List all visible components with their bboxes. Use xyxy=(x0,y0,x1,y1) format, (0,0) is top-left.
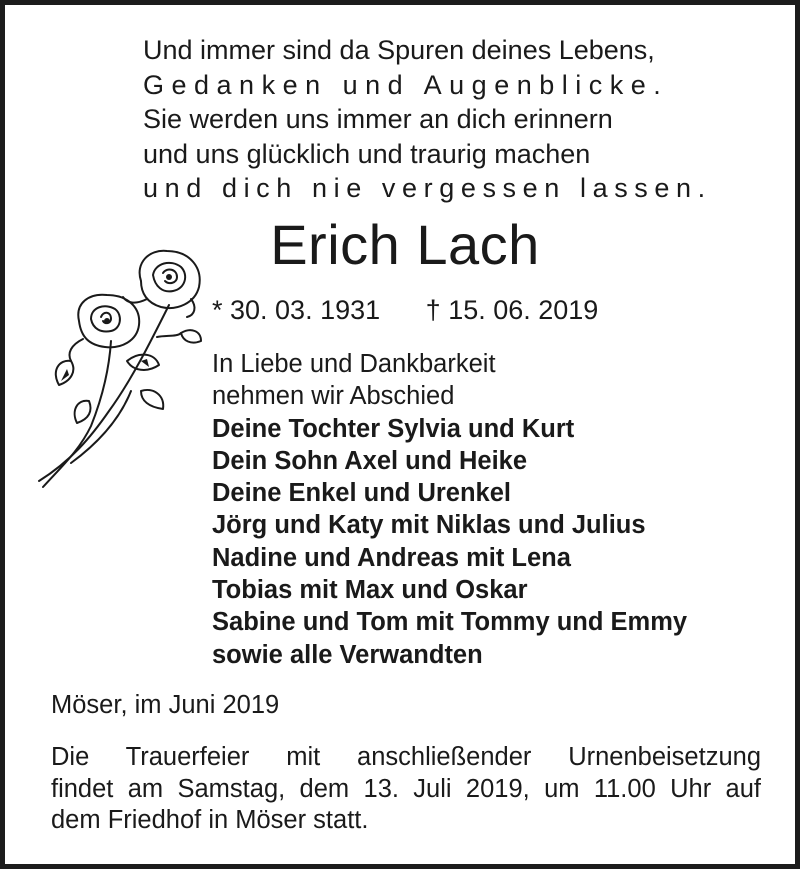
poem-line: und uns glücklich und traurig machen xyxy=(143,138,591,169)
farewell-intro-line: In Liebe und Dankbarkeit xyxy=(212,350,496,378)
family-list xyxy=(212,348,687,671)
death-date: † 15. 06. 2019 xyxy=(425,295,599,325)
ceremony-line: Die Trauerfeier mit anschließender Urnenbeisetzung xyxy=(51,743,761,771)
deceased-name: Erich Lach xyxy=(270,213,540,276)
ceremony-line: findet am Samstag, dem 13. Juli 2019, um 11.00 Uhr auf xyxy=(51,774,761,803)
farewell-intro-line: nehmen wir Abschied xyxy=(212,382,455,411)
poem-line: Sie werden uns immer an dich erinnern xyxy=(143,104,613,134)
place-date: Möser, im Juni 2019 xyxy=(51,691,280,719)
life-dates xyxy=(212,293,598,327)
family-member: Jörg und Katy mit Niklas und Julius xyxy=(212,511,646,540)
family-member: Nadine und Andreas mit Lena xyxy=(212,543,571,572)
ceremony-info xyxy=(51,742,761,837)
birth-date: * 30. 03. 1931 xyxy=(212,295,381,325)
family-member: Deine Tochter Sylvia und Kurt xyxy=(212,414,575,443)
family-member: Deine Enkel und Urenkel xyxy=(212,479,512,508)
rose-icon xyxy=(31,241,211,501)
ceremony-line: dem Friedhof in Möser statt. xyxy=(51,806,369,834)
family-member: Sabine und Tom mit Tommy und Emmy xyxy=(212,608,688,637)
family-member: sowie alle Verwandten xyxy=(212,640,483,669)
poem-line: Gedanken und Augenblicke. xyxy=(143,69,669,100)
poem-line: Und immer sind da Spuren deines Lebens, xyxy=(143,35,655,65)
family-member: Dein Sohn Axel und Heike xyxy=(212,446,528,475)
poem-line: und dich nie vergessen lassen. xyxy=(143,173,712,203)
poem xyxy=(143,33,712,206)
family-member: Tobias mit Max und Oskar xyxy=(212,576,528,605)
